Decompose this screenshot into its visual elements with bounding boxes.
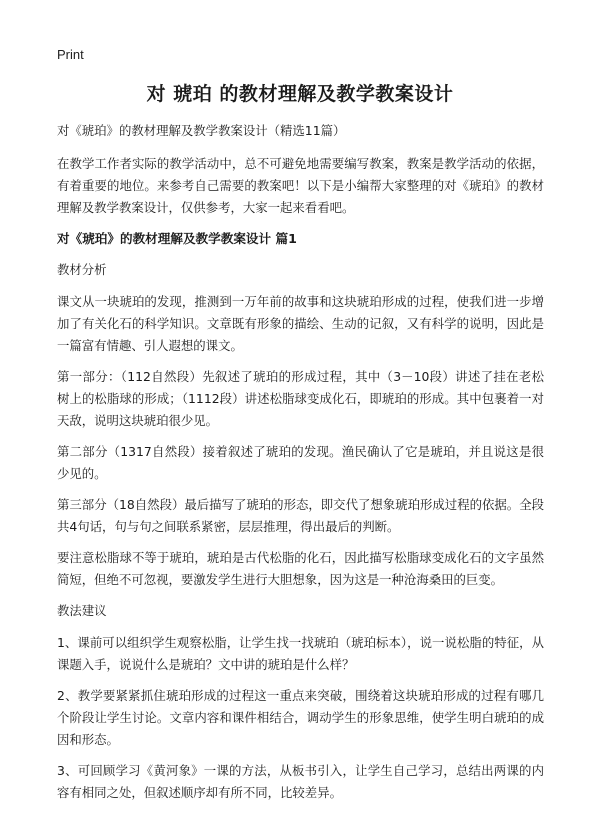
suggestion-item: 2、教学要紧紧抓住琥珀形成的过程这一重点来突破，围绕着这块琥珀形成的过程有哪几个阶段让学生讨论。文章内容和课件相结合，调动学生的形象思维，使学生明白琥珀的成因和形态。 bbox=[57, 688, 544, 747]
document-body bbox=[57, 120, 544, 813]
intro-paragraph: 在教学工作者实际的教学活动中，总不可避免地需要编写教案，教案是教学活动的依据，有着重要的地位。来参考自己需要的教案吧！以下是小编帮大家整理的对《琥珀》的教材理解及教学教案设计，仅供参考，大家一起来看看吧。 bbox=[57, 156, 544, 215]
part-two-paragraph: 第二部分（1317自然段）接着叙述了琥珀的发现。渔民确认了它是琥珀，并且说这是很少见的。 bbox=[57, 444, 544, 481]
document-subtitle: 对《琥珀》的教材理解及教学教案设计（精选11篇） bbox=[57, 123, 346, 138]
suggestion-item: 3、可回顾学习《黄河象》一课的方法，从板书引入，让学生自己学习，总结出两课的内容有相同之处，但叙述顺序却有所不同，比较差异。 bbox=[57, 763, 544, 800]
section-heading: 对《琥珀》的教材理解及教学教案设计 篇1 bbox=[57, 231, 297, 246]
suggestion-item: 1、课前可以组织学生观察松脂，让学生找一找琥珀（琥珀标本），说一说松脂的特征，从课题入手，说说什么是琥珀？文中讲的琥珀是什么样？ bbox=[57, 635, 544, 672]
analysis-label: 教材分析 bbox=[57, 262, 107, 277]
note-paragraph: 要注意松脂球不等于琥珀，琥珀是古代松脂的化石，因此描写松脂球变成化石的文字虽然简短，但绝不可忽视，要激发学生进行大胆想象，因为这是一种沧海桑田的巨变。 bbox=[57, 550, 544, 587]
document-title: 对 琥珀 的教材理解及教学教案设计 bbox=[146, 83, 454, 105]
method-label: 教法建议 bbox=[57, 603, 107, 618]
part-three-paragraph: 第三部分（18自然段）最后描写了琥珀的形态，即交代了想象琥珀形成过程的依据。全段共4句话，句与句之间联系紧密，层层推理，得出最后的判断。 bbox=[57, 497, 544, 534]
print-link[interactable]: Print bbox=[57, 47, 84, 62]
analysis-paragraph: 课文从一块琥珀的发现，推测到一万年前的故事和这块琥珀形成的过程，使我们进一步增加了有关化石的科学知识。文章既有形象的描绘、生动的记叙，又有科学的说明，因此是一篇富有情趣、引人遐想的课文。 bbox=[57, 294, 544, 353]
part-one-paragraph: 第一部分：（112自然段）先叙述了琥珀的形成过程，其中（3－10段）讲述了挂在老松树上的松脂球的形成；（1112段）讲述松脂球变成化石，即琥珀的形成。其中包裹着一对天敌，说明这块琥珀很少见。 bbox=[57, 369, 544, 428]
